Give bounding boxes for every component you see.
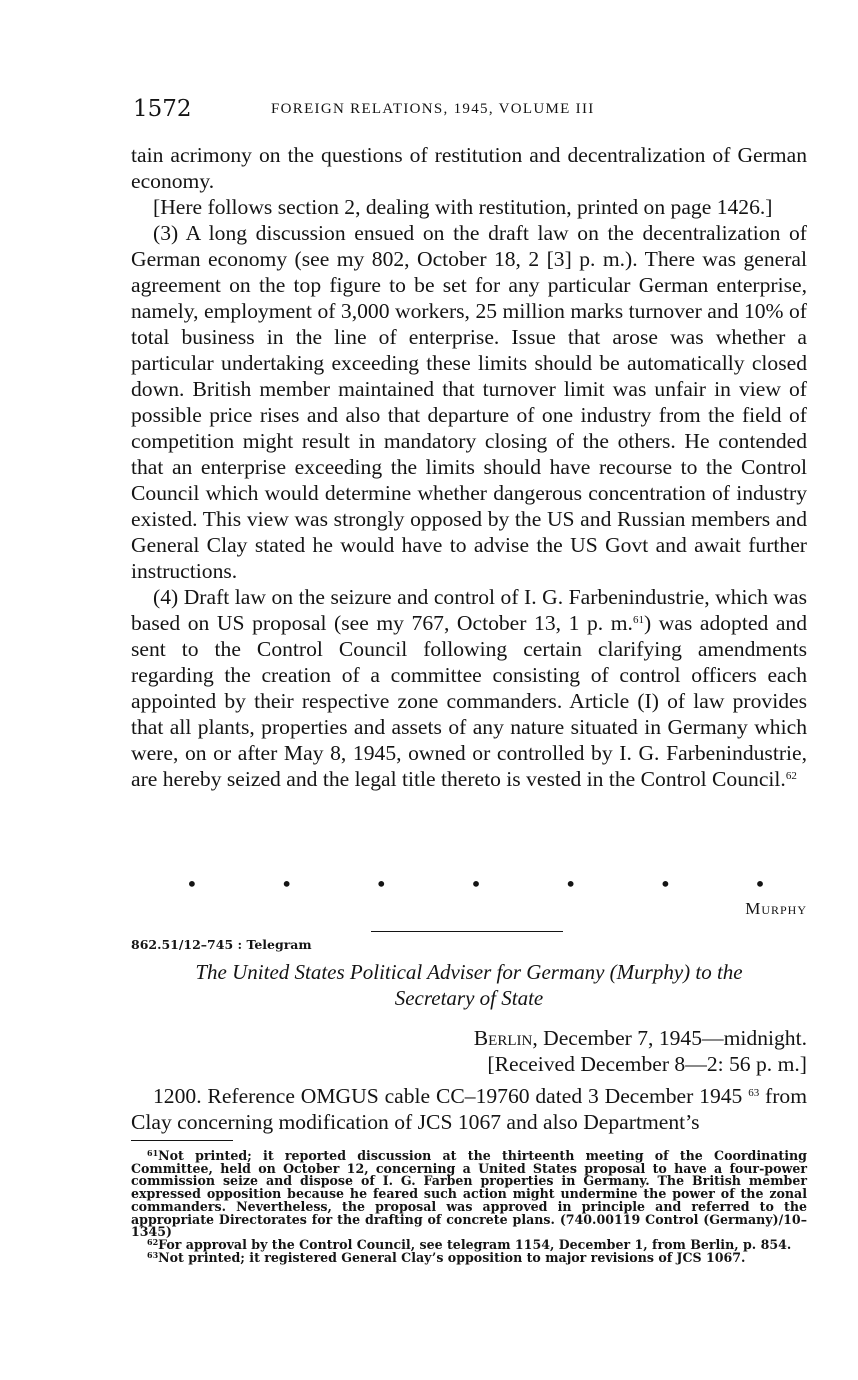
ellipsis-dot: • (280, 872, 293, 896)
footnote-63 (131, 1249, 807, 1265)
footnote-ref-61[interactable]: 61 (632, 614, 644, 626)
ellipsis-dot: • (754, 872, 766, 896)
footnote-mark: 62 (147, 1236, 159, 1247)
paragraph-3: (3) A long discussion ensued on the draft law on the decentralization of German economy (see my 802, October 18, 2 [3] p. m.). There was general agreement on the top figure to be set for any particular German enterprise, namely, employment of 3,000 workers, 25 million marks turnover and 10% of total business in the line of enterprise. Issue that arose was whether a particular undertaking exceeding these limits should be automatically closed down. British member maintained that turnover limit was unfair in view of possible price rises and also that departure of one industry from the field of competition might result in mandatory closing of the others. He contended that an enterprise exceeding the limits should have recourse to the Control Council which would determine whether dangerous concentration of industry existed. This view was strongly opposed by the US and Russian members and General Clay stated he would have to advise the US Govt and await further instructions. (131, 221, 807, 583)
page-number: 1572 (133, 96, 192, 122)
place-name: Berlin (473, 1026, 533, 1050)
footnotes (131, 1150, 807, 1264)
document-title (131, 959, 807, 1011)
paragraph-4-part-b: ) was adopted and sent to the Control Council following certain clarifying amendments regarding the creation of a committee consisting of control officers each appointed by their respective zone commanders. Article (I) of law provides that all plants, properties and assets of any nature situated in Germany which were, on or after May 8, 1945, owned or controlled by I. G. Farbenindustrie, are hereby seized and the legal title thereto is vested in the Control Council. (131, 611, 807, 791)
ellipsis-dot: • (564, 872, 577, 896)
date-text: , December 7, 1945—midnight. (532, 1026, 807, 1050)
paragraph-4-part-a: (4) Draft law on the seizure and control of I. G. Farbenindustrie, which was based on US proposal (see my 767, October 13, 1 p. m. (131, 585, 807, 635)
document-title-line-1: The United States Political Adviser for Germany (Murphy) to the (195, 960, 743, 984)
ellipsis-row (186, 872, 766, 896)
date-line (474, 1025, 807, 1051)
body-text (131, 142, 807, 792)
signature: Murphy (745, 899, 807, 918)
paragraph-1: tain acrimony on the questions of restitution and decentralization of German economy. (131, 143, 807, 193)
ellipsis-dot: • (186, 872, 198, 896)
footnote-text: Not printed; it registered General Clay’s opposition to major revisions of JCS 1067. (158, 1249, 746, 1265)
telegram-body (131, 1083, 807, 1135)
footnote-61 (131, 1150, 807, 1239)
dateline (474, 1025, 807, 1077)
footnote-mark: 61 (147, 1148, 159, 1158)
paragraph-4 (131, 584, 807, 792)
ellipsis-dot: • (659, 872, 672, 896)
document-title-line-2: Secretary of State (394, 986, 544, 1010)
running-head: FOREIGN RELATIONS, 1945, VOLUME III (271, 101, 595, 117)
paragraph-2: [Here follows section 2, dealing with restitution, printed on page 1426.] (153, 195, 773, 219)
footnote-ref-63[interactable]: 63 (748, 1087, 760, 1099)
received-line: [Received December 8—2: 56 p. m.] (487, 1052, 807, 1076)
telegram-text-b: from Clay concerning modification of JCS 1067 and also Department’s (131, 1084, 807, 1134)
ellipsis-dot: • (375, 872, 388, 896)
telegram-paragraph (131, 1083, 807, 1135)
footnote-rule (131, 1140, 233, 1141)
section-divider (371, 931, 563, 932)
footnote-mark: 63 (147, 1249, 159, 1260)
telegram-text-a: 1200. Reference OMGUS cable CC–19760 dated 3 December 1945 (153, 1084, 743, 1108)
footnote-text: Not printed; it reported discussion at the thirteenth meeting of the Coordinating Committee, held on October 12, concerning a United States proposal to have a four-power commission seize and dispose of I. G. Farben properties in Germany. The British member expressed opposition because he feared such action might undermine the power of the zonal commanders. Nevertheless, the proposal was approved in principle and referred to the appropriate Directorates for the drafting of concrete plans. (740.00119 Control (Germany)/10–1345) (131, 1148, 807, 1240)
footnote-text: For approval by the Control Council, see telegram 1154, December 1, from Berlin, p. 854. (158, 1236, 792, 1252)
footnote-ref-62[interactable]: 62 (785, 770, 797, 782)
ellipsis-dot: • (470, 872, 482, 896)
page-header (131, 96, 807, 126)
file-reference: 862.51/12–745 : Telegram (131, 937, 312, 952)
